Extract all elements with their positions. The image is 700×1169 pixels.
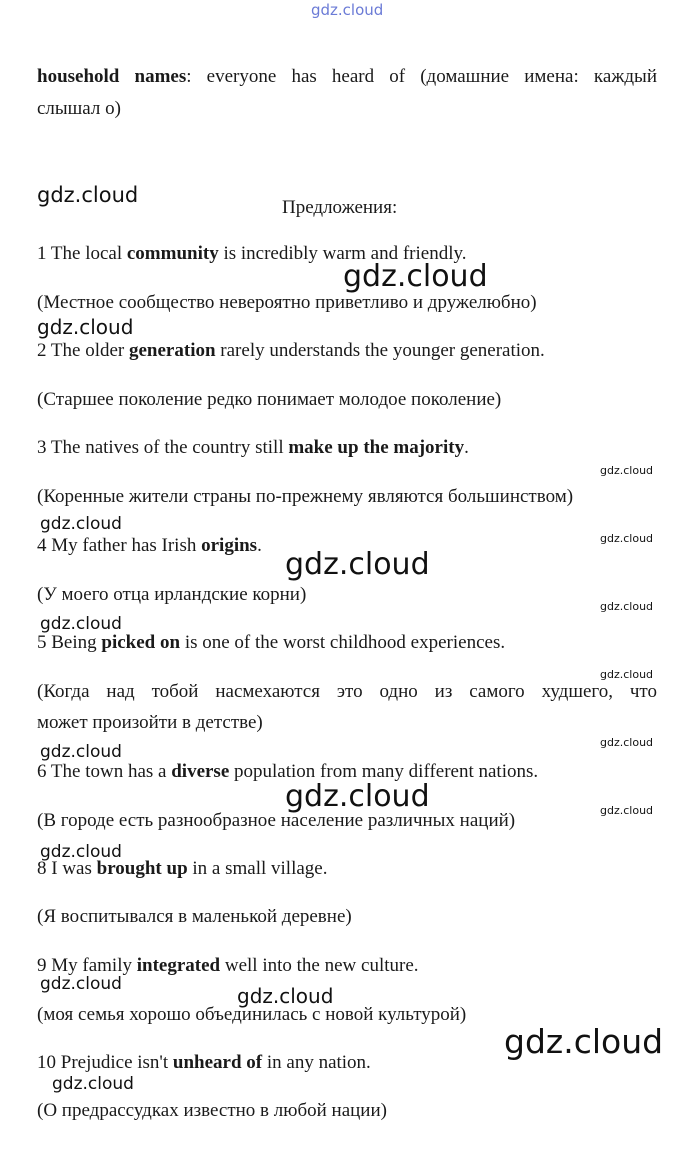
sentence-text: population from many different nations. bbox=[229, 761, 539, 782]
watermark: gdz.cloud bbox=[40, 742, 122, 762]
translation-10: (О предрассудках известно в любой нации) bbox=[37, 1100, 387, 1121]
watermark: gdz.cloud bbox=[343, 259, 488, 294]
watermark: gdz.cloud bbox=[285, 779, 430, 814]
watermark: gdz.cloud bbox=[37, 315, 134, 339]
sentence-5 bbox=[37, 629, 657, 657]
translation-5-line-2: может произойти в детстве) bbox=[37, 712, 263, 733]
watermark-top: gdz.cloud bbox=[311, 1, 384, 19]
sentence-text: 6 The town has a bbox=[37, 761, 172, 782]
translation-4: (У моего отца ирландские корни) bbox=[37, 584, 307, 605]
sentence-text: 9 My family bbox=[37, 955, 137, 976]
sentence-8 bbox=[37, 855, 657, 883]
key-term: brought up bbox=[96, 858, 188, 879]
key-term: community bbox=[126, 243, 219, 264]
watermark: gdz.cloud bbox=[40, 514, 122, 534]
sentence-text: 2 The older bbox=[37, 340, 129, 361]
intro-line-1 bbox=[37, 63, 657, 91]
sentence-text: 4 My father has Irish bbox=[37, 535, 202, 556]
intro-line-2: слышал о) bbox=[37, 98, 121, 119]
watermark: gdz.cloud bbox=[600, 532, 654, 545]
watermark: gdz.cloud bbox=[237, 984, 334, 1008]
sentence-text: is incredibly warm and friendly. bbox=[218, 243, 467, 264]
section-heading: Предложения: bbox=[282, 197, 398, 218]
translation-1: (Местное сообщество невероятно приветливо и дружелюбно) bbox=[37, 292, 537, 313]
translation-8: (Я воспитывался в маленькой деревне) bbox=[37, 906, 352, 927]
watermark: gdz.cloud bbox=[600, 600, 654, 613]
key-term: unheard of bbox=[172, 1052, 263, 1073]
watermark: gdz.cloud bbox=[600, 668, 654, 681]
watermark: gdz.cloud bbox=[40, 974, 122, 994]
sentence-text: well into the new culture. bbox=[220, 955, 419, 976]
watermark: gdz.cloud bbox=[504, 1022, 664, 1061]
watermark: gdz.cloud bbox=[40, 842, 122, 862]
sentence-text: . bbox=[257, 535, 262, 556]
watermark: gdz.cloud bbox=[285, 547, 430, 582]
watermark: gdz.cloud bbox=[600, 736, 654, 749]
translation-2: (Старшее поколение редко понимает молодое поколение) bbox=[37, 389, 502, 410]
watermark: gdz.cloud bbox=[600, 464, 654, 477]
sentence-text: in a small village. bbox=[187, 858, 328, 879]
watermark: gdz.cloud bbox=[600, 804, 654, 817]
intro-term: household names bbox=[37, 66, 187, 87]
key-term: picked on bbox=[101, 632, 181, 653]
sentence-text: 3 The natives of the country still bbox=[37, 437, 289, 458]
sentence-text: . bbox=[464, 437, 469, 458]
watermark: gdz.cloud bbox=[37, 183, 139, 207]
sentence-9 bbox=[37, 952, 657, 980]
watermark: gdz.cloud bbox=[40, 614, 122, 634]
sentence-text: 1 The local bbox=[37, 243, 127, 264]
translation-9: (моя семья хорошо объединилась с новой культурой) bbox=[37, 1004, 467, 1025]
key-term: origins bbox=[201, 535, 258, 556]
sentence-text: in any nation. bbox=[262, 1052, 371, 1073]
translation-6: (В городе есть разнообразное население различных наций) bbox=[37, 810, 516, 831]
sentence-text: 5 Being bbox=[37, 632, 102, 653]
translation-3: (Коренные жители страны по-прежнему являются большинством) bbox=[37, 486, 574, 507]
sentence-text: rarely understands the younger generation. bbox=[215, 340, 545, 361]
sentence-2 bbox=[37, 337, 657, 365]
key-term: diverse bbox=[171, 761, 230, 782]
sentence-3 bbox=[37, 434, 657, 462]
watermark: gdz.cloud bbox=[52, 1074, 134, 1094]
sentence-text: 8 I was bbox=[37, 858, 97, 879]
sentence-text: 10 Prejudice isn't bbox=[37, 1052, 173, 1073]
sentence-text: is one of the worst childhood experiences. bbox=[180, 632, 506, 653]
key-term: generation bbox=[129, 340, 216, 361]
key-term: make up the majority bbox=[288, 437, 465, 458]
intro-text-1: : everyone has heard of (домашние имена: каждый bbox=[186, 66, 657, 87]
key-term: integrated bbox=[136, 955, 221, 976]
translation-5-line-1: (Когда над тобой насмехаются это одно из самого худшего, что bbox=[37, 681, 657, 702]
